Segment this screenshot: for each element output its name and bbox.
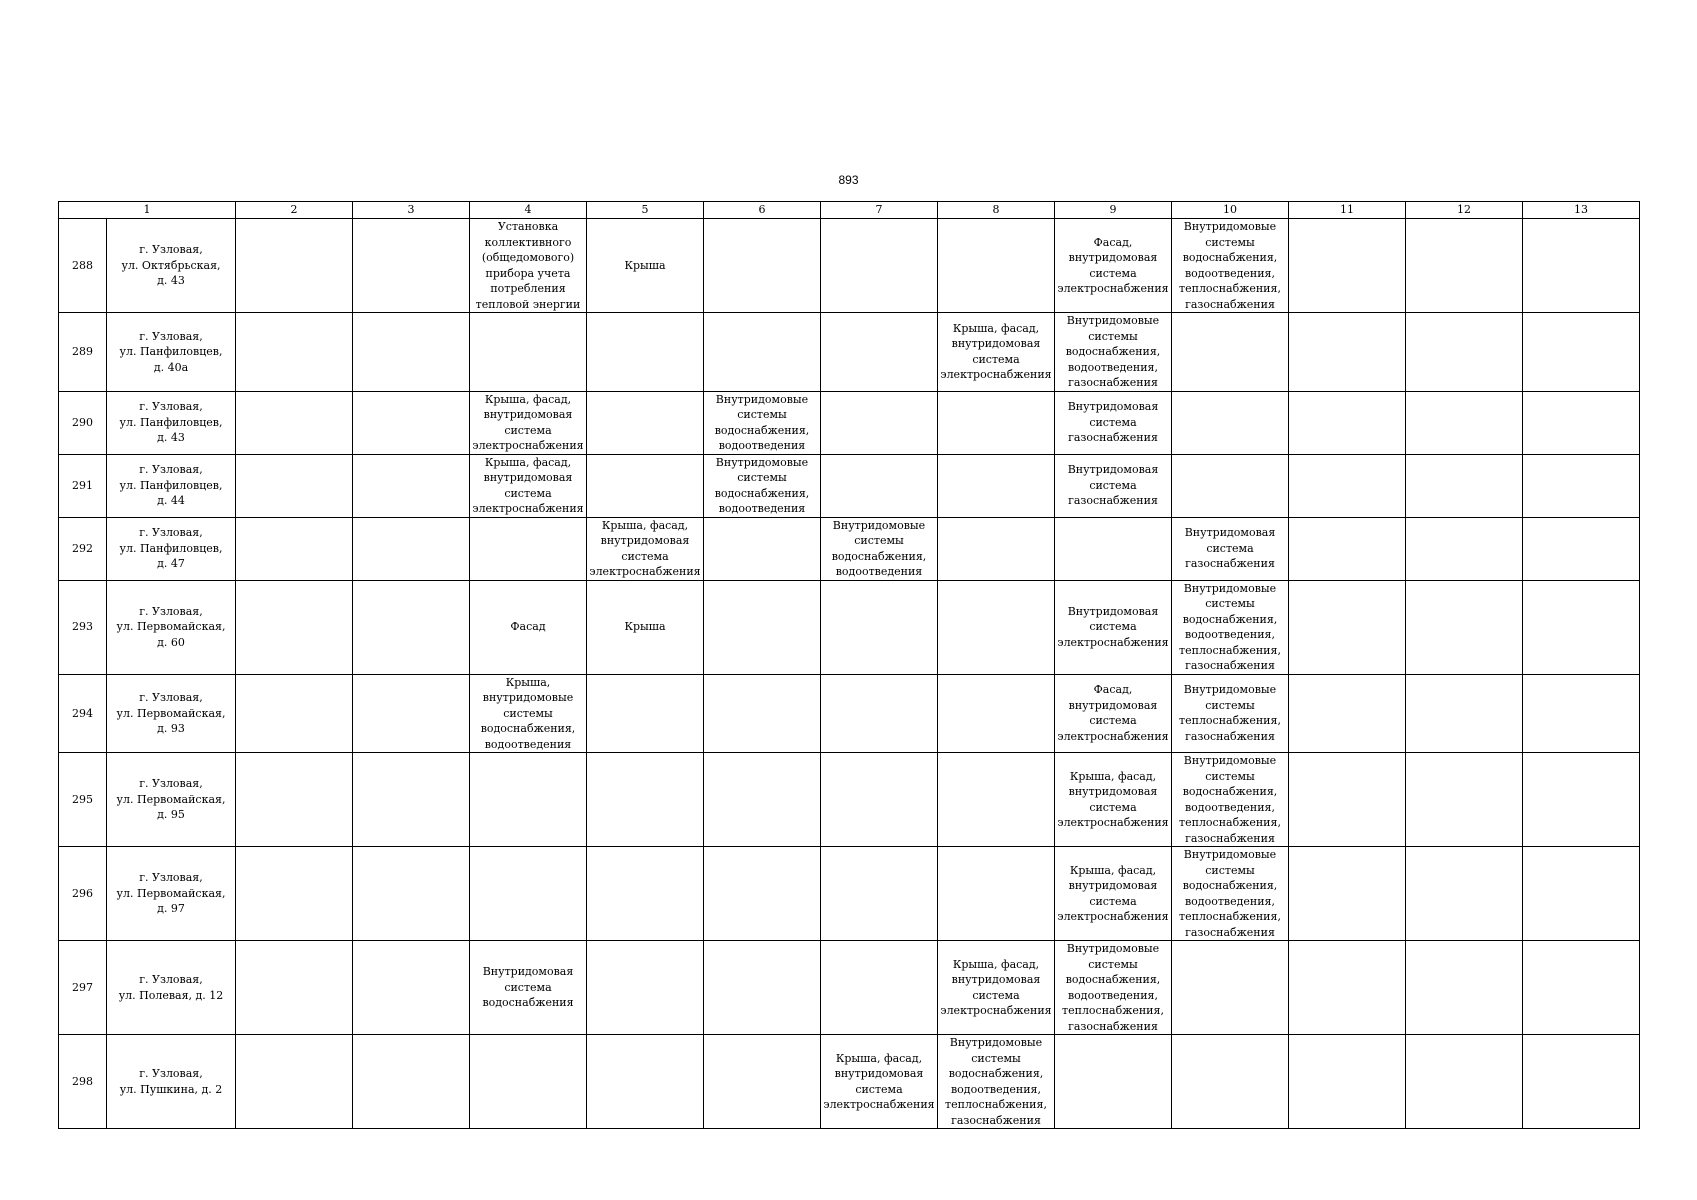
work-cell-col-11 <box>1289 753 1406 847</box>
row-number: 289 <box>59 313 107 392</box>
work-cell-col-5 <box>587 674 704 753</box>
work-cell-col-11 <box>1289 391 1406 454</box>
table-row <box>59 753 1640 847</box>
work-cell-col-8 <box>938 847 1055 941</box>
work-cell-col-2 <box>236 674 353 753</box>
work-cell-col-3 <box>353 847 470 941</box>
work-cell-col-11 <box>1289 1035 1406 1129</box>
work-cell-col-3 <box>353 391 470 454</box>
work-cell-col-4 <box>470 847 587 941</box>
address-cell: г. Узловая, ул. Первомайская, д. 60 <box>107 580 236 674</box>
column-header-2: 2 <box>236 202 353 219</box>
work-cell-col-8: Внутридомовые системы водоснабжения, водоотведения, теплоснабжения, газоснабжения <box>938 1035 1055 1129</box>
work-cell-col-9: Внутридомовая система газоснабжения <box>1055 454 1172 517</box>
address-cell: г. Узловая, ул. Панфиловцев, д. 40а <box>107 313 236 392</box>
work-cell-col-8: Крыша, фасад, внутридомовая система электроснабжения <box>938 313 1055 392</box>
work-cell-col-5: Крыша, фасад, внутридомовая система электроснабжения <box>587 517 704 580</box>
work-cell-col-10 <box>1172 313 1289 392</box>
table-row <box>59 219 1640 313</box>
work-cell-col-7 <box>821 753 938 847</box>
work-cell-col-6: Внутридомовые системы водоснабжения, водоотведения <box>704 454 821 517</box>
work-cell-col-6 <box>704 753 821 847</box>
work-cell-col-13 <box>1523 391 1640 454</box>
work-cell-col-13 <box>1523 753 1640 847</box>
work-cell-col-6 <box>704 313 821 392</box>
work-cell-col-10: Внутридомовые системы теплоснабжения, газоснабжения <box>1172 674 1289 753</box>
work-cell-col-10 <box>1172 391 1289 454</box>
row-number: 294 <box>59 674 107 753</box>
work-cell-col-8: Крыша, фасад, внутридомовая система электроснабжения <box>938 941 1055 1035</box>
work-cell-col-6 <box>704 1035 821 1129</box>
table-row <box>59 517 1640 580</box>
work-cell-col-13 <box>1523 941 1640 1035</box>
work-cell-col-8 <box>938 391 1055 454</box>
work-cell-col-8 <box>938 219 1055 313</box>
table-row <box>59 313 1640 392</box>
work-cell-col-2 <box>236 580 353 674</box>
work-cell-col-11 <box>1289 941 1406 1035</box>
work-cell-col-2 <box>236 1035 353 1129</box>
work-cell-col-2 <box>236 517 353 580</box>
work-cell-col-13 <box>1523 674 1640 753</box>
work-cell-col-2 <box>236 847 353 941</box>
work-cell-col-12 <box>1406 391 1523 454</box>
work-cell-col-3 <box>353 219 470 313</box>
work-cell-col-11 <box>1289 313 1406 392</box>
work-cell-col-13 <box>1523 847 1640 941</box>
work-cell-col-3 <box>353 454 470 517</box>
work-cell-col-9 <box>1055 1035 1172 1129</box>
work-cell-col-2 <box>236 454 353 517</box>
work-cell-col-13 <box>1523 517 1640 580</box>
work-cell-col-9: Крыша, фасад, внутридомовая система электроснабжения <box>1055 753 1172 847</box>
work-cell-col-10 <box>1172 1035 1289 1129</box>
work-cell-col-5 <box>587 313 704 392</box>
work-cell-col-12 <box>1406 580 1523 674</box>
column-header-13: 13 <box>1523 202 1640 219</box>
column-header-7: 7 <box>821 202 938 219</box>
work-cell-col-8 <box>938 517 1055 580</box>
work-cell-col-12 <box>1406 753 1523 847</box>
work-cell-col-9: Внутридомовая система газоснабжения <box>1055 391 1172 454</box>
column-header-10: 10 <box>1172 202 1289 219</box>
work-cell-col-11 <box>1289 580 1406 674</box>
work-cell-col-4 <box>470 1035 587 1129</box>
work-cell-col-5: Крыша <box>587 580 704 674</box>
work-cell-col-7: Внутридомовые системы водоснабжения, водоотведения <box>821 517 938 580</box>
table-row <box>59 580 1640 674</box>
work-cell-col-2 <box>236 941 353 1035</box>
work-cell-col-7: Крыша, фасад, внутридомовая система электроснабжения <box>821 1035 938 1129</box>
row-number: 298 <box>59 1035 107 1129</box>
work-cell-col-13 <box>1523 580 1640 674</box>
address-cell: г. Узловая, ул. Панфиловцев, д. 43 <box>107 391 236 454</box>
column-header-4: 4 <box>470 202 587 219</box>
address-cell: г. Узловая, ул. Пушкина, д. 2 <box>107 1035 236 1129</box>
row-number: 290 <box>59 391 107 454</box>
address-cell: г. Узловая, ул. Первомайская, д. 97 <box>107 847 236 941</box>
work-cell-col-10: Внутридомовые системы водоснабжения, водоотведения, теплоснабжения, газоснабжения <box>1172 753 1289 847</box>
work-cell-col-8 <box>938 674 1055 753</box>
work-cell-col-6: Внутридомовые системы водоснабжения, водоотведения <box>704 391 821 454</box>
work-cell-col-7 <box>821 313 938 392</box>
work-cell-col-7 <box>821 941 938 1035</box>
column-header-1: 1 <box>59 202 236 219</box>
work-cell-col-6 <box>704 219 821 313</box>
work-cell-col-9: Внутридомовые системы водоснабжения, водоотведения, газоснабжения <box>1055 313 1172 392</box>
work-cell-col-6 <box>704 580 821 674</box>
address-cell: г. Узловая, ул. Панфиловцев, д. 44 <box>107 454 236 517</box>
row-number: 292 <box>59 517 107 580</box>
work-cell-col-9: Крыша, фасад, внутридомовая система электроснабжения <box>1055 847 1172 941</box>
work-cell-col-5 <box>587 753 704 847</box>
table-row <box>59 847 1640 941</box>
work-cell-col-12 <box>1406 454 1523 517</box>
work-cell-col-8 <box>938 580 1055 674</box>
work-cell-col-6 <box>704 517 821 580</box>
work-cell-col-4 <box>470 313 587 392</box>
work-cell-col-13 <box>1523 1035 1640 1129</box>
address-cell: г. Узловая, ул. Панфиловцев, д. 47 <box>107 517 236 580</box>
column-header-5: 5 <box>587 202 704 219</box>
work-cell-col-11 <box>1289 674 1406 753</box>
work-cell-col-4: Крыша, фасад, внутридомовая система электроснабжения <box>470 391 587 454</box>
work-cell-col-12 <box>1406 517 1523 580</box>
table-row <box>59 674 1640 753</box>
work-cell-col-13 <box>1523 313 1640 392</box>
work-cell-col-7 <box>821 391 938 454</box>
work-cell-col-4: Крыша, внутридомовые системы водоснабжения, водоотведения <box>470 674 587 753</box>
work-cell-col-7 <box>821 454 938 517</box>
work-cell-col-12 <box>1406 941 1523 1035</box>
work-cell-col-3 <box>353 1035 470 1129</box>
work-cell-col-10 <box>1172 454 1289 517</box>
table-row <box>59 454 1640 517</box>
work-cell-col-4: Внутридомовая система водоснабжения <box>470 941 587 1035</box>
work-cell-col-12 <box>1406 847 1523 941</box>
work-cell-col-10: Внутридомовые системы водоснабжения, водоотведения, теплоснабжения, газоснабжения <box>1172 580 1289 674</box>
column-header-8: 8 <box>938 202 1055 219</box>
work-cell-col-4: Крыша, фасад, внутридомовая система электроснабжения <box>470 454 587 517</box>
work-cell-col-4 <box>470 753 587 847</box>
table-row <box>59 941 1640 1035</box>
work-cell-col-10: Внутридомовая система газоснабжения <box>1172 517 1289 580</box>
work-cell-col-9: Фасад, внутридомовая система электроснабжения <box>1055 219 1172 313</box>
work-cell-col-9: Внутридомовые системы водоснабжения, водоотведения, теплоснабжения, газоснабжения <box>1055 941 1172 1035</box>
address-cell: г. Узловая, ул. Первомайская, д. 93 <box>107 674 236 753</box>
work-cell-col-2 <box>236 219 353 313</box>
row-number: 291 <box>59 454 107 517</box>
column-header-11: 11 <box>1289 202 1406 219</box>
work-cell-col-9: Фасад, внутридомовая система электроснабжения <box>1055 674 1172 753</box>
table-row <box>59 1035 1640 1129</box>
work-cell-col-7 <box>821 674 938 753</box>
work-cell-col-3 <box>353 674 470 753</box>
work-cell-col-4 <box>470 517 587 580</box>
work-cell-col-12 <box>1406 313 1523 392</box>
column-header-12: 12 <box>1406 202 1523 219</box>
work-cell-col-4: Фасад <box>470 580 587 674</box>
work-cell-col-2 <box>236 391 353 454</box>
work-cell-col-2 <box>236 313 353 392</box>
work-cell-col-5 <box>587 391 704 454</box>
work-cell-col-6 <box>704 674 821 753</box>
work-cell-col-5 <box>587 847 704 941</box>
page-number: 893 <box>838 173 859 187</box>
work-cell-col-10: Внутридомовые системы водоснабжения, водоотведения, теплоснабжения, газоснабжения <box>1172 219 1289 313</box>
work-cell-col-12 <box>1406 1035 1523 1129</box>
work-cell-col-5 <box>587 454 704 517</box>
work-cell-col-7 <box>821 580 938 674</box>
capital-repair-table <box>58 201 1640 1129</box>
work-cell-col-4: Установка коллективного (общедомового) прибора учета потребления тепловой энергии <box>470 219 587 313</box>
work-cell-col-8 <box>938 454 1055 517</box>
header-row <box>59 202 1640 219</box>
work-cell-col-2 <box>236 753 353 847</box>
work-cell-col-11 <box>1289 847 1406 941</box>
work-cell-col-5 <box>587 941 704 1035</box>
work-cell-col-13 <box>1523 454 1640 517</box>
work-cell-col-10 <box>1172 941 1289 1035</box>
row-number: 295 <box>59 753 107 847</box>
work-cell-col-3 <box>353 517 470 580</box>
address-cell: г. Узловая, ул. Октябрьская, д. 43 <box>107 219 236 313</box>
work-cell-col-11 <box>1289 219 1406 313</box>
work-cell-col-11 <box>1289 454 1406 517</box>
work-cell-col-3 <box>353 753 470 847</box>
work-cell-col-7 <box>821 847 938 941</box>
column-header-9: 9 <box>1055 202 1172 219</box>
work-cell-col-5 <box>587 1035 704 1129</box>
table-row <box>59 391 1640 454</box>
work-cell-col-9: Внутридомовая система электроснабжения <box>1055 580 1172 674</box>
row-number: 293 <box>59 580 107 674</box>
row-number: 288 <box>59 219 107 313</box>
work-cell-col-3 <box>353 580 470 674</box>
work-cell-col-6 <box>704 847 821 941</box>
column-header-6: 6 <box>704 202 821 219</box>
work-cell-col-7 <box>821 219 938 313</box>
row-number: 296 <box>59 847 107 941</box>
work-cell-col-5: Крыша <box>587 219 704 313</box>
work-cell-col-12 <box>1406 219 1523 313</box>
address-cell: г. Узловая, ул. Первомайская, д. 95 <box>107 753 236 847</box>
work-cell-col-13 <box>1523 219 1640 313</box>
row-number: 297 <box>59 941 107 1035</box>
work-cell-col-11 <box>1289 517 1406 580</box>
work-cell-col-12 <box>1406 674 1523 753</box>
work-cell-col-3 <box>353 941 470 1035</box>
column-header-3: 3 <box>353 202 470 219</box>
work-cell-col-8 <box>938 753 1055 847</box>
work-cell-col-6 <box>704 941 821 1035</box>
work-cell-col-10: Внутридомовые системы водоснабжения, водоотведения, теплоснабжения, газоснабжения <box>1172 847 1289 941</box>
work-cell-col-9 <box>1055 517 1172 580</box>
address-cell: г. Узловая, ул. Полевая, д. 12 <box>107 941 236 1035</box>
work-cell-col-3 <box>353 313 470 392</box>
